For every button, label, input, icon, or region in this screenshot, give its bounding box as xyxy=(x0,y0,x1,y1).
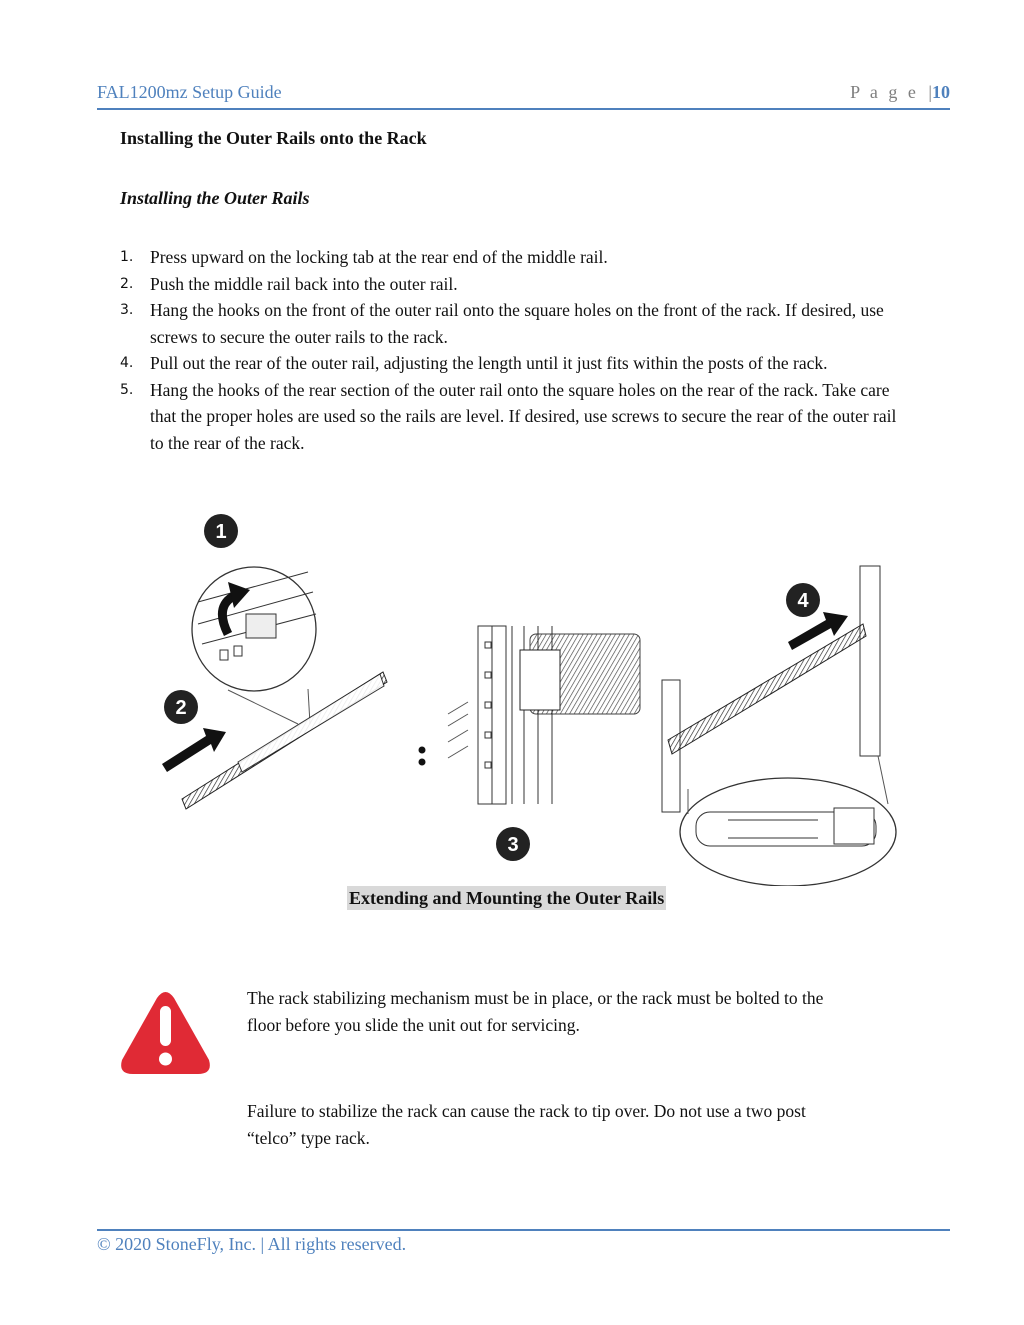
section-title: Installing the Outer Rails onto the Rack xyxy=(120,128,427,148)
rack-rear-panel xyxy=(662,566,896,886)
page-number: 10 xyxy=(932,82,950,102)
step-text: Press upward on the locking tab at the rear end of the middle rail. xyxy=(150,247,608,267)
footer-copyright: © 2020 StoneFly, Inc. | All rights reserved. xyxy=(97,1234,407,1254)
figure-caption: Extending and Mounting the Outer Rails xyxy=(349,888,665,908)
svg-text:2: 2 xyxy=(175,697,187,719)
warning-paragraph: Failure to stabilize the rack can cause the rack to tip over. Do not use a two post “telco” type rack. xyxy=(247,1101,806,1148)
step-marker xyxy=(204,514,238,548)
push-arrow-icon xyxy=(162,728,226,772)
rail-mounting-illustration xyxy=(158,514,900,886)
warning-paragraph: The rack stabilizing mechanism must be in place, or the rack must be bolted to the floor before you slide the unit out for servicing. xyxy=(247,988,824,1035)
steps-list xyxy=(120,244,900,456)
footer-divider xyxy=(97,1229,950,1231)
screw-icon xyxy=(419,759,426,766)
extended-rail xyxy=(668,624,866,754)
page-header xyxy=(97,80,950,110)
exclamation-triangle-icon xyxy=(118,990,213,1076)
step-item xyxy=(120,350,900,377)
step-item xyxy=(120,271,900,298)
step-text: Push the middle rail back into the outer rail. xyxy=(150,273,458,294)
step-number: 3. xyxy=(120,302,134,318)
step-text: Hang the hooks on the front of the outer rail onto the square holes on the front of the rack. If desired, use screws to secure the outer rails to the rack. xyxy=(150,300,884,347)
page-label: P a g e xyxy=(850,82,919,102)
svg-text:3: 3 xyxy=(507,834,519,856)
step-marker xyxy=(496,827,530,861)
step-text: Pull out the rear of the outer rail, adjusting the length until it just fits within the posts of the rack. xyxy=(150,353,828,373)
page-separator: | xyxy=(928,82,932,102)
step-item xyxy=(120,377,900,457)
step-item xyxy=(120,297,900,350)
step-marker xyxy=(164,690,198,724)
step-item xyxy=(120,244,900,271)
rack-front-panel xyxy=(419,626,641,804)
rail-extension-panel xyxy=(162,567,387,809)
step-number: 4. xyxy=(120,355,134,371)
step-number: 1. xyxy=(120,249,134,265)
document-title: FAL1200mz Setup Guide xyxy=(97,82,282,102)
svg-text:1: 1 xyxy=(215,521,227,543)
step-number: 5. xyxy=(120,381,134,398)
subsection-title: Installing the Outer Rails xyxy=(120,188,310,208)
screw-icon xyxy=(419,747,426,754)
page-number-label xyxy=(850,82,950,103)
step-text: Hang the hooks of the rear section of the outer rail onto the square holes on the rear of the rack. Take care that the proper holes are used so the rails are level. If desired, use screws to secure the rear of the outer rail to the rear of the rack. xyxy=(150,379,897,453)
svg-text:4: 4 xyxy=(797,590,809,612)
step-number: 2. xyxy=(120,275,134,292)
step-marker xyxy=(786,583,820,617)
